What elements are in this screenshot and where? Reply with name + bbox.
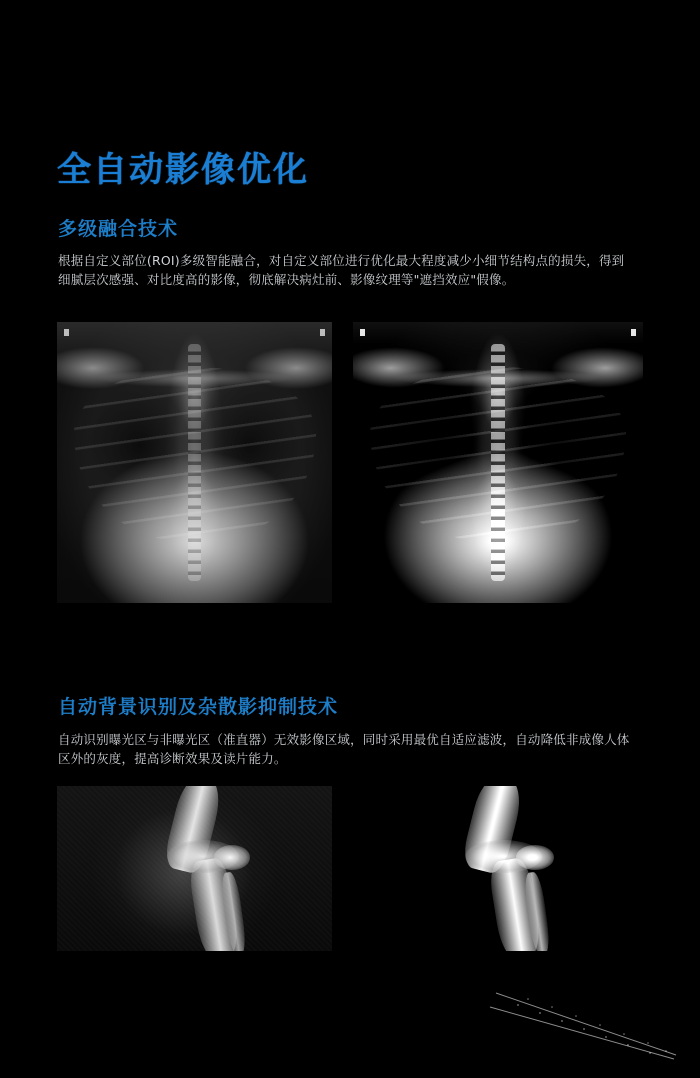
chest-xray-optimized-image — [353, 322, 643, 603]
knee-xray-render-original — [57, 786, 332, 951]
film-corner-marker — [64, 329, 69, 336]
film-corner-marker — [360, 329, 365, 336]
chest-xray-render-original — [57, 322, 332, 603]
decorative-rays-graphic — [488, 963, 688, 1068]
section-title-multilevel-fusion: 多级融合技术 — [58, 217, 179, 240]
spine-region — [188, 344, 202, 580]
knee-xray-suppressed-image — [347, 786, 643, 951]
film-corner-marker — [631, 329, 636, 336]
image-noise-overlay — [347, 786, 643, 951]
image-noise-overlay — [57, 786, 332, 951]
chest-xray-render-enhanced — [353, 322, 643, 603]
section-body-background-suppression: 自动识别曝光区与非曝光区（准直器）无效影像区域，同时采用最优自适应滤波，自动降低非成像人体区外的灰度，提高诊断效果及读片能力。 — [58, 731, 630, 766]
section-title-background-suppression: 自动背景识别及杂散影抑制技术 — [58, 695, 339, 718]
spine-region — [491, 344, 506, 580]
knee-xray-render-suppressed — [347, 786, 643, 951]
knee-xray-original-image — [57, 786, 332, 951]
film-corner-marker — [320, 329, 325, 336]
chest-xray-original-image — [57, 322, 332, 603]
section-body-multilevel-fusion: 根据自定义部位(ROI)多级智能融合，对自定义部位进行优化最大程度减少小细节结构点的损失，得到细腻层次感强、对比度高的影像，彻底解决病灶前、影像纹理等"遮挡效应"假像。 — [58, 252, 625, 287]
page-title: 全自动影像优化 — [57, 149, 309, 190]
